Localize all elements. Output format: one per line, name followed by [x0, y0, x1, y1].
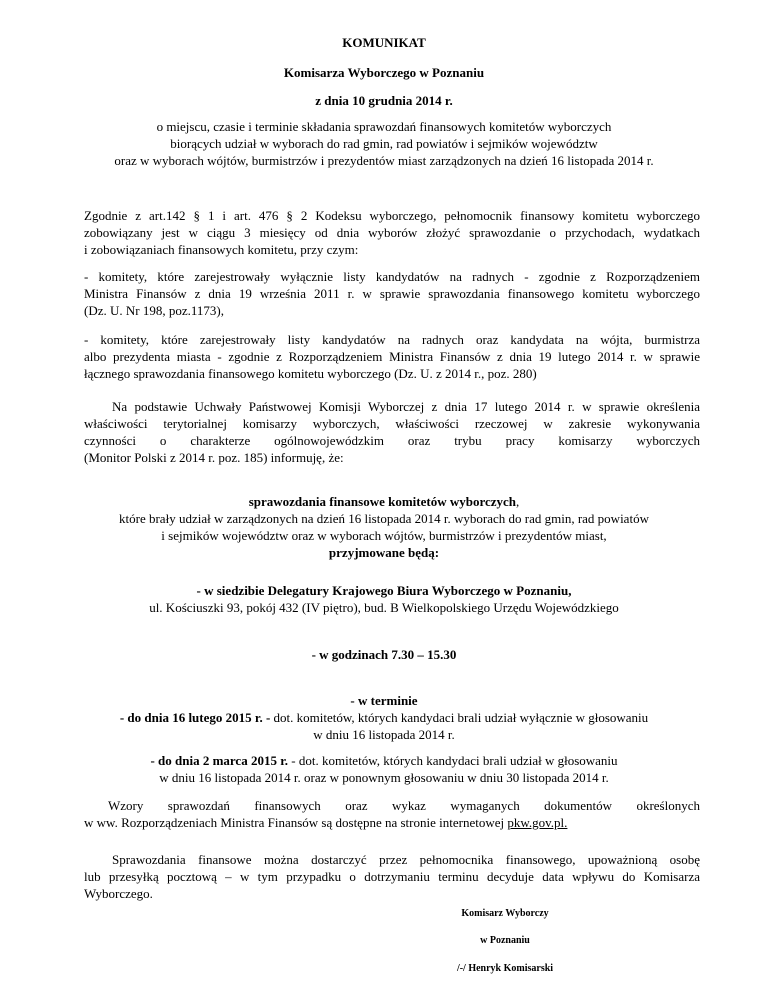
basis-line: właściwości terytorialnej komisarzy wyborczych, właściwości rzeczowej w zakresie wykonywania — [84, 416, 700, 431]
about-line: biorących udział w wyborach do rad gmin, rad powiatów i sejmików województw — [170, 136, 598, 151]
term2-line2: w dniu 16 listopada 2014 r. oraz w ponownym głosowaniu w dniu 30 listopada 2014 r. — [159, 770, 609, 785]
bullet-paragraph-2 — [84, 331, 700, 382]
bullet1-line: Ministra Finansów z dnia 19 września 2011 r. w sprawie sprawozdania finansowego komitetu wyborczego — [84, 286, 700, 301]
about-line: o miejscu, czasie i terminie składania sprawozdań finansowych komitetów wyborczych — [156, 119, 612, 134]
signature-name: /-/ Henryk Komisarski — [456, 963, 554, 974]
signature-place: w Poznaniu — [480, 935, 530, 946]
location-block — [0, 582, 768, 616]
templates-paragraph — [84, 797, 700, 831]
terms-block — [0, 692, 768, 743]
reports-heading-suffix: , — [516, 494, 520, 509]
intro-line: zobowiązany jest w ciągu 3 miesięcy od dnia wyborów złożyć sprawozdanie o przychodach, wydatkach — [84, 225, 700, 240]
location-address: ul. Kościuszki 93, pokój 432 (IV piętro), bud. B Wielkopolskiego Urzędu Wojewódzkiego — [149, 600, 619, 615]
document-title: KOMUNIKAT — [342, 35, 426, 50]
templates-line: w ww. Rozporządzeniach Ministra Finansów są dostępne na stronie internetowej — [84, 815, 508, 830]
terms-heading: - w terminie — [350, 693, 418, 708]
term2-date: - do dnia 2 marca 2015 r. — [150, 753, 289, 768]
term2-desc: - dot. komitetów, których kandydaci brali udział w głosowaniu — [288, 753, 618, 768]
delivery-paragraph — [84, 851, 700, 902]
about-line: oraz w wyborach wójtów, burmistrzów i prezydentów miast zarządzonych na dzień 16 listopada 2014 r. — [114, 153, 654, 168]
bullet2-line: - komitety, które zarejestrowały listy kandydatów na radnych oraz kandydata na wójta, burmistrza — [84, 332, 700, 347]
bullet-paragraph-1 — [84, 268, 700, 319]
hours-line: - w godzinach 7.30 – 15.30 — [311, 647, 457, 662]
term1-desc: dot. komitetów, których kandydaci brali udział wyłącznie w głosowaniu — [270, 710, 649, 725]
signature-title: Komisarz Wyborczy — [461, 908, 549, 919]
document-subtitle: Komisarza Wyborczego w Poznaniu — [283, 65, 485, 80]
delivery-line: Wyborczego. — [84, 886, 153, 901]
terms-block-2 — [0, 752, 768, 786]
bullet2-line: łącznego sprawozdania finansowego komitetu wyborczego (Dz. U. z 2014 r., poz. 280) — [84, 366, 537, 381]
basis-paragraph — [84, 398, 700, 466]
delivery-line: lub przesyłką pocztową – w tym przypadku o dotrzymaniu terminu decyduje data wpływu do Komisarza — [84, 869, 700, 884]
reports-accepted: przyjmowane będą: — [328, 545, 440, 560]
term1-date: - do dnia 16 lutego 2015 r. - — [119, 710, 271, 725]
pkw-link[interactable]: pkw.gov.pl. — [507, 815, 568, 830]
reports-line: i sejmików województw oraz w wyborach wójtów, burmistrzów i prezydentów miast, — [161, 528, 607, 543]
bullet1-line: (Dz. U. Nr 198, poz.1173), — [84, 303, 224, 318]
reports-block — [0, 493, 768, 561]
delivery-line: Sprawozdania finansowe można dostarczyć przez pełnomocnika finansowego, upoważnioną osobę — [112, 852, 700, 867]
document-date: z dnia 10 grudnia 2014 r. — [315, 93, 453, 108]
intro-line: Zgodnie z art.142 § 1 i art. 476 § 2 Kodeksu wyborczego, pełnomocnik finansowy komitetu wyborczego — [84, 208, 700, 223]
document-about — [0, 118, 768, 169]
basis-line: (Monitor Polski z 2014 r. poz. 185) informuję, że: — [84, 450, 344, 465]
reports-line: które brały udział w zarządzonych na dzień 16 listopada 2014 r. wyborach do rad gmin, rad powiatów — [119, 511, 649, 526]
basis-line: Na podstawie Uchwały Państwowej Komisji Wyborczej z dnia 17 lutego 2014 r. w sprawie określenia — [112, 399, 700, 414]
location-line: - w siedzibie Delegatury Krajowego Biura Wyborczego w Poznaniu, — [196, 583, 572, 598]
term1-line2: w dniu 16 listopada 2014 r. — [313, 727, 455, 742]
basis-line: czynności o charakterze ogólnowojewódzkim oraz trybu pracy komisarzy wyborczych — [84, 433, 700, 448]
bullet2-line: albo prezydenta miasta - zgodnie z Rozporządzeniem Ministra Finansów z dnia 19 lutego 2014 r. w sprawie — [84, 349, 700, 364]
templates-line: Wzory sprawozdań finansowych oraz wykaz wymaganych dokumentów określonych — [108, 798, 700, 813]
intro-paragraph — [84, 207, 700, 258]
intro-line: i zobowiązaniach finansowych komitetu, przy czym: — [84, 242, 359, 257]
bullet1-line: - komitety, które zarejestrowały wyłącznie listy kandydatów na radnych - zgodnie z Rozporządzeniem — [84, 269, 700, 284]
reports-heading: sprawozdania finansowe komitetów wyborczych — [248, 494, 517, 509]
